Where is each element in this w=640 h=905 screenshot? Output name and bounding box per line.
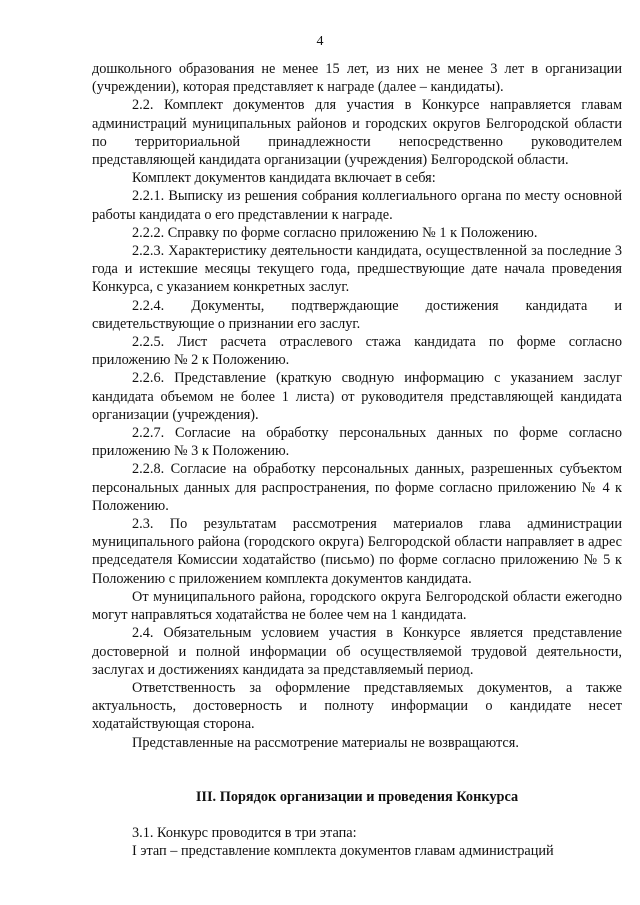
paragraph-2-2-8: 2.2.8. Согласие на обработку персональных данных, разрешенных субъектом персональных данных для распространения, по форме согласно приложению № 4 к Положению. — [92, 461, 622, 514]
paragraph-kit: Комплект документов кандидата включает в себя: — [132, 170, 436, 187]
paragraph-2-3: 2.3. По результатам рассмотрения материалов глава администрации муниципального района (городского округа) Белгородской области направляет в адрес председателя Комиссии ходатайство (письмо) по форме согласно приложению № 5 к Положению с приложением комплекта документов кандидата. — [92, 516, 622, 587]
paragraph-2-2-2: 2.2.2. Справку по форме согласно приложению № 1 к Положению. — [132, 224, 538, 241]
paragraph-not-returned: Представленные на рассмотрение материалы не возвращаются. — [132, 734, 519, 751]
paragraph-2-2-5: 2.2.5. Лист расчета отраслевого стажа кандидата по форме согласно приложению № 2 к Положению. — [92, 334, 622, 369]
paragraph-2-2-3: 2.2.3. Характеристику деятельности кандидата, осуществленной за последние 3 года и истекшие месяцы текущего года, предшествующие дате начала проведения Конкурса, с указанием конкретных заслуг. — [92, 243, 622, 296]
paragraph-stage-1: I этап – представление комплекта документов главам администраций — [132, 843, 554, 860]
section-heading: III. Порядок организации и проведения Конкурса — [195, 788, 519, 805]
paragraph-limit: От муниципального района, городского округа Белгородской области ежегодно могут направляться ходатайства не более чем на 1 кандидата. — [92, 588, 622, 624]
paragraph-2-2-7: 2.2.7. Согласие на обработку персональных данных по форме согласно приложению № 3 к Положению. — [92, 425, 622, 460]
page-number: 4 — [316, 34, 324, 49]
paragraph-2-2-6: 2.2.6. Представление (краткую сводную информацию с указанием заслуг кандидата объемом не более 1 листа) от руководителя представляющей кандидата организации (учреждения). — [92, 370, 622, 423]
paragraph-2-2-1: 2.2.1. Выписку из решения собрания коллегиального органа по месту основной работы кандидата о его представлении к награде. — [92, 188, 622, 223]
document-body — [92, 60, 622, 860]
paragraph: дошкольного образования не менее 15 лет, из них не менее 3 лет в организации (учреждении), которая представляет к награде (далее – кандидаты). — [92, 61, 622, 96]
paragraph-2-2-4: 2.2.4. Документы, подтверждающие достижения кандидата и свидетельствующие о признании его заслуг. — [92, 297, 622, 332]
paragraph-2-2: 2.2. Комплект документов для участия в Конкурсе направляется главам администраций муниципальных районов и городских округов Белгородской области по территориальной принадлежности непосредственно руководителем представляющей кандидата организации (учреждения) Белгородской области. — [92, 97, 622, 169]
paragraph-2-4: 2.4. Обязательным условием участия в Конкурсе является представление достоверной и полной информации об осуществляемой трудовой деятельности, заслугах и достижениях кандидата за представляемый период. — [92, 625, 622, 678]
paragraph-responsibility: Ответственность за оформление представляемых документов, а также актуальность, достоверность и полноту информации о кандидате несет ходатайствующая сторона. — [92, 679, 622, 733]
paragraph-3-1: 3.1. Конкурс проводится в три этапа: — [132, 824, 357, 841]
